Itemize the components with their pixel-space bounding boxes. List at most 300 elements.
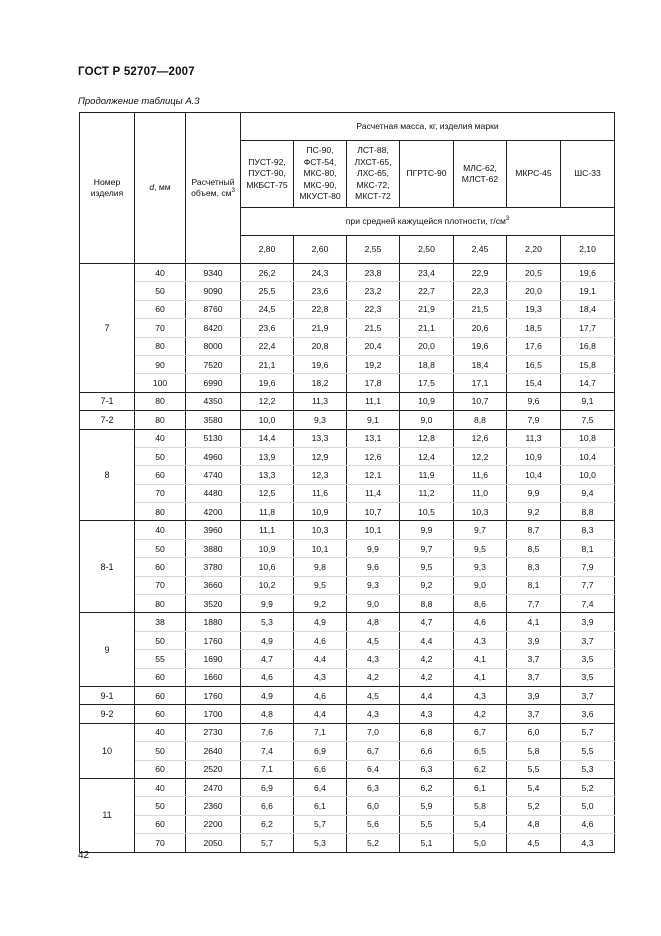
mass-cell: 21,5 bbox=[347, 319, 400, 337]
table-row bbox=[80, 355, 615, 373]
mass-cell: 23,4 bbox=[400, 264, 454, 282]
mass-cell: 6,1 bbox=[294, 797, 347, 815]
mass-cell: 25,5 bbox=[241, 282, 294, 300]
mass-cell: 9,3 bbox=[347, 576, 400, 594]
mass-cell: 10,6 bbox=[241, 558, 294, 576]
mass-cell: 13,3 bbox=[241, 466, 294, 484]
mass-cell: 10,7 bbox=[347, 503, 400, 521]
mass-cell: 10,4 bbox=[507, 466, 561, 484]
table-row bbox=[80, 319, 615, 337]
mass-cell: 17,8 bbox=[347, 374, 400, 392]
d-cell: 60 bbox=[135, 300, 186, 318]
table-row bbox=[80, 300, 615, 318]
mass-cell: 10,3 bbox=[454, 503, 507, 521]
volume-cell: 3660 bbox=[186, 576, 241, 594]
d-cell: 40 bbox=[135, 778, 186, 796]
mass-cell: 9,9 bbox=[241, 595, 294, 613]
mass-cell: 8,6 bbox=[454, 595, 507, 613]
d-cell: 60 bbox=[135, 705, 186, 723]
header-mass-title: Расчетная масса, кг, изделия марки bbox=[241, 113, 615, 141]
volume-cell: 1690 bbox=[186, 650, 241, 668]
mass-cell: 8,3 bbox=[561, 521, 615, 539]
mass-cell: 19,2 bbox=[347, 355, 400, 373]
mass-cell: 9,0 bbox=[400, 411, 454, 429]
header-brand: ПГРТС-90 bbox=[400, 141, 454, 208]
volume-cell: 1760 bbox=[186, 631, 241, 649]
volume-cell: 2730 bbox=[186, 723, 241, 741]
header-density-sup: 3 bbox=[505, 215, 510, 222]
mass-cell: 3,7 bbox=[507, 705, 561, 723]
mass-cell: 8,1 bbox=[561, 539, 615, 557]
mass-cell: 7,5 bbox=[561, 411, 615, 429]
header-brand: ЛСТ-88, ЛХСТ-65, ЛХС-65, МКС-72, МКСТ-72 bbox=[347, 141, 400, 208]
mass-cell: 7,1 bbox=[241, 760, 294, 778]
mass-cell: 8,8 bbox=[454, 411, 507, 429]
d-cell: 70 bbox=[135, 834, 186, 852]
mass-cell: 4,3 bbox=[347, 650, 400, 668]
item-number-cell: 7-2 bbox=[80, 411, 135, 429]
mass-cell: 12,6 bbox=[347, 447, 400, 465]
mass-cell: 8,3 bbox=[507, 558, 561, 576]
mass-cell: 4,4 bbox=[400, 686, 454, 704]
d-cell: 50 bbox=[135, 447, 186, 465]
page-number: 42 bbox=[78, 850, 90, 861]
mass-cell: 4,4 bbox=[294, 705, 347, 723]
mass-cell: 5,8 bbox=[507, 742, 561, 760]
mass-cell: 12,5 bbox=[241, 484, 294, 502]
d-cell: 40 bbox=[135, 723, 186, 741]
mass-cell: 11,1 bbox=[347, 392, 400, 410]
mass-cell: 17,1 bbox=[454, 374, 507, 392]
mass-cell: 11,9 bbox=[400, 466, 454, 484]
mass-cell: 10,7 bbox=[454, 392, 507, 410]
mass-cell: 19,6 bbox=[241, 374, 294, 392]
mass-cell: 9,9 bbox=[507, 484, 561, 502]
mass-cell: 9,1 bbox=[347, 411, 400, 429]
mass-cell: 7,9 bbox=[561, 558, 615, 576]
header-density-title bbox=[241, 208, 615, 236]
mass-cell: 6,7 bbox=[454, 723, 507, 741]
mass-cell: 8,5 bbox=[507, 539, 561, 557]
mass-cell: 4,6 bbox=[294, 686, 347, 704]
mass-cell: 5,2 bbox=[347, 834, 400, 852]
volume-cell: 1700 bbox=[186, 705, 241, 723]
mass-cell: 4,5 bbox=[347, 631, 400, 649]
volume-cell: 4960 bbox=[186, 447, 241, 465]
mass-cell: 4,8 bbox=[507, 815, 561, 833]
mass-cell: 11,2 bbox=[400, 484, 454, 502]
header-density: 2,55 bbox=[347, 236, 400, 264]
mass-cell: 13,1 bbox=[347, 429, 400, 447]
volume-cell: 4480 bbox=[186, 484, 241, 502]
mass-cell: 5,7 bbox=[241, 834, 294, 852]
mass-cell: 8,8 bbox=[561, 503, 615, 521]
mass-cell: 8,8 bbox=[400, 595, 454, 613]
table-row bbox=[80, 686, 615, 704]
mass-cell: 4,4 bbox=[294, 650, 347, 668]
mass-cell: 3,5 bbox=[561, 650, 615, 668]
mass-cell: 10,1 bbox=[347, 521, 400, 539]
mass-cell: 3,9 bbox=[507, 686, 561, 704]
mass-cell: 20,0 bbox=[400, 337, 454, 355]
volume-cell: 4740 bbox=[186, 466, 241, 484]
table-row bbox=[80, 558, 615, 576]
mass-cell: 18,2 bbox=[294, 374, 347, 392]
mass-cell: 10,5 bbox=[400, 503, 454, 521]
d-cell: 70 bbox=[135, 319, 186, 337]
mass-cell: 4,2 bbox=[454, 705, 507, 723]
mass-cell: 7,6 bbox=[241, 723, 294, 741]
mass-cell: 3,7 bbox=[561, 686, 615, 704]
mass-cell: 11,3 bbox=[294, 392, 347, 410]
volume-cell: 1660 bbox=[186, 668, 241, 686]
mass-cell: 7,7 bbox=[561, 576, 615, 594]
mass-cell: 9,9 bbox=[400, 521, 454, 539]
mass-cell: 5,4 bbox=[507, 778, 561, 796]
table-row bbox=[80, 668, 615, 686]
mass-cell: 9,2 bbox=[507, 503, 561, 521]
mass-cell: 10,9 bbox=[294, 503, 347, 521]
volume-cell: 1760 bbox=[186, 686, 241, 704]
table-row bbox=[80, 778, 615, 796]
mass-cell: 5,8 bbox=[454, 797, 507, 815]
header-brand: ШС-33 bbox=[561, 141, 615, 208]
mass-cell: 12,9 bbox=[294, 447, 347, 465]
volume-cell: 8420 bbox=[186, 319, 241, 337]
header-density: 2,45 bbox=[454, 236, 507, 264]
mass-cell: 3,5 bbox=[561, 668, 615, 686]
mass-cell: 8,1 bbox=[507, 576, 561, 594]
d-cell: 50 bbox=[135, 797, 186, 815]
mass-cell: 9,8 bbox=[294, 558, 347, 576]
table-row bbox=[80, 429, 615, 447]
mass-cell: 14,4 bbox=[241, 429, 294, 447]
mass-cell: 17,6 bbox=[507, 337, 561, 355]
header-density-text: при средней кажущейся плотности, г/см bbox=[345, 215, 506, 226]
d-cell: 50 bbox=[135, 631, 186, 649]
volume-cell: 6990 bbox=[186, 374, 241, 392]
mass-cell: 12,6 bbox=[454, 429, 507, 447]
mass-cell: 18,5 bbox=[507, 319, 561, 337]
mass-cell: 11,3 bbox=[507, 429, 561, 447]
mass-cell: 21,9 bbox=[294, 319, 347, 337]
mass-cell: 11,1 bbox=[241, 521, 294, 539]
mass-cell: 8,7 bbox=[507, 521, 561, 539]
mass-cell: 10,0 bbox=[561, 466, 615, 484]
mass-cell: 18,4 bbox=[454, 355, 507, 373]
mass-cell: 4,1 bbox=[454, 668, 507, 686]
mass-cell: 4,3 bbox=[454, 631, 507, 649]
mass-cell: 22,3 bbox=[347, 300, 400, 318]
volume-cell: 2470 bbox=[186, 778, 241, 796]
volume-cell: 3960 bbox=[186, 521, 241, 539]
d-cell: 60 bbox=[135, 760, 186, 778]
mass-cell: 4,8 bbox=[241, 705, 294, 723]
mass-cell: 12,1 bbox=[347, 466, 400, 484]
volume-cell: 2640 bbox=[186, 742, 241, 760]
mass-cell: 7,4 bbox=[241, 742, 294, 760]
mass-cell: 4,1 bbox=[454, 650, 507, 668]
header-d: d, мм bbox=[135, 113, 186, 264]
table-row bbox=[80, 521, 615, 539]
mass-cell: 3,9 bbox=[561, 613, 615, 631]
mass-cell: 13,3 bbox=[294, 429, 347, 447]
d-cell: 40 bbox=[135, 429, 186, 447]
mass-cell: 21,1 bbox=[241, 355, 294, 373]
item-number-cell: 9 bbox=[80, 613, 135, 687]
header-density: 2,20 bbox=[507, 236, 561, 264]
table-body bbox=[80, 264, 615, 853]
mass-cell: 23,6 bbox=[294, 282, 347, 300]
mass-cell: 9,6 bbox=[507, 392, 561, 410]
mass-cell: 5,2 bbox=[561, 778, 615, 796]
mass-cell: 6,9 bbox=[294, 742, 347, 760]
mass-table bbox=[79, 112, 615, 853]
header-brand: МКРС-45 bbox=[507, 141, 561, 208]
mass-cell: 11,6 bbox=[454, 466, 507, 484]
mass-cell: 11,8 bbox=[241, 503, 294, 521]
mass-cell: 5,5 bbox=[561, 742, 615, 760]
mass-cell: 20,4 bbox=[347, 337, 400, 355]
table-row bbox=[80, 613, 615, 631]
d-cell: 80 bbox=[135, 411, 186, 429]
mass-cell: 14,7 bbox=[561, 374, 615, 392]
table-row bbox=[80, 484, 615, 502]
header-density: 2,10 bbox=[561, 236, 615, 264]
mass-cell: 3,7 bbox=[507, 650, 561, 668]
mass-cell: 6,9 bbox=[241, 778, 294, 796]
mass-cell: 4,9 bbox=[294, 613, 347, 631]
mass-cell: 4,3 bbox=[347, 705, 400, 723]
table-row bbox=[80, 650, 615, 668]
item-number-cell: 8 bbox=[80, 429, 135, 521]
item-number-cell: 7-1 bbox=[80, 392, 135, 410]
mass-cell: 17,5 bbox=[400, 374, 454, 392]
table-caption: Продолжение таблицы А.3 bbox=[78, 96, 200, 107]
mass-cell: 10,2 bbox=[241, 576, 294, 594]
mass-cell: 4,3 bbox=[400, 705, 454, 723]
mass-cell: 9,5 bbox=[400, 558, 454, 576]
mass-cell: 21,1 bbox=[400, 319, 454, 337]
mass-cell: 6,6 bbox=[400, 742, 454, 760]
table-row bbox=[80, 815, 615, 833]
mass-cell: 22,7 bbox=[400, 282, 454, 300]
mass-cell: 19,6 bbox=[294, 355, 347, 373]
volume-cell: 9340 bbox=[186, 264, 241, 282]
mass-cell: 11,4 bbox=[347, 484, 400, 502]
mass-cell: 20,5 bbox=[507, 264, 561, 282]
mass-cell: 12,8 bbox=[400, 429, 454, 447]
header-volume bbox=[186, 113, 241, 264]
d-cell: 50 bbox=[135, 742, 186, 760]
mass-cell: 4,5 bbox=[507, 834, 561, 852]
mass-cell: 4,2 bbox=[400, 650, 454, 668]
volume-cell: 2200 bbox=[186, 815, 241, 833]
mass-cell: 6,6 bbox=[294, 760, 347, 778]
mass-cell: 5,7 bbox=[561, 723, 615, 741]
item-number-cell: 7 bbox=[80, 264, 135, 393]
volume-cell: 8000 bbox=[186, 337, 241, 355]
mass-cell: 5,5 bbox=[507, 760, 561, 778]
mass-cell: 6,3 bbox=[400, 760, 454, 778]
mass-cell: 12,3 bbox=[294, 466, 347, 484]
d-cell: 60 bbox=[135, 668, 186, 686]
mass-cell: 3,7 bbox=[561, 631, 615, 649]
mass-cell: 6,4 bbox=[347, 760, 400, 778]
table-row bbox=[80, 392, 615, 410]
d-cell: 60 bbox=[135, 466, 186, 484]
mass-cell: 7,1 bbox=[294, 723, 347, 741]
volume-cell: 2360 bbox=[186, 797, 241, 815]
mass-cell: 23,8 bbox=[347, 264, 400, 282]
mass-cell: 5,5 bbox=[400, 815, 454, 833]
mass-cell: 6,8 bbox=[400, 723, 454, 741]
mass-cell: 19,3 bbox=[507, 300, 561, 318]
mass-cell: 18,8 bbox=[400, 355, 454, 373]
mass-cell: 6,7 bbox=[347, 742, 400, 760]
mass-cell: 4,9 bbox=[241, 686, 294, 704]
volume-cell: 7520 bbox=[186, 355, 241, 373]
mass-cell: 19,6 bbox=[561, 264, 615, 282]
mass-cell: 4,6 bbox=[241, 668, 294, 686]
mass-cell: 10,9 bbox=[400, 392, 454, 410]
volume-cell: 3780 bbox=[186, 558, 241, 576]
mass-cell: 9,3 bbox=[454, 558, 507, 576]
mass-cell: 20,0 bbox=[507, 282, 561, 300]
mass-cell: 10,3 bbox=[294, 521, 347, 539]
mass-cell: 9,5 bbox=[454, 539, 507, 557]
mass-cell: 15,4 bbox=[507, 374, 561, 392]
mass-cell: 4,5 bbox=[347, 686, 400, 704]
mass-cell: 6,2 bbox=[241, 815, 294, 833]
mass-cell: 6,5 bbox=[454, 742, 507, 760]
mass-cell: 6,0 bbox=[507, 723, 561, 741]
mass-cell: 9,7 bbox=[454, 521, 507, 539]
mass-cell: 22,9 bbox=[454, 264, 507, 282]
volume-cell: 4200 bbox=[186, 503, 241, 521]
header-d-text: , мм bbox=[154, 182, 171, 193]
mass-cell: 10,8 bbox=[561, 429, 615, 447]
mass-cell: 19,6 bbox=[454, 337, 507, 355]
mass-cell: 4,3 bbox=[294, 668, 347, 686]
mass-cell: 4,6 bbox=[454, 613, 507, 631]
d-cell: 80 bbox=[135, 337, 186, 355]
mass-cell: 11,0 bbox=[454, 484, 507, 502]
mass-cell: 20,8 bbox=[294, 337, 347, 355]
mass-cell: 9,3 bbox=[294, 411, 347, 429]
d-cell: 60 bbox=[135, 558, 186, 576]
table-row bbox=[80, 576, 615, 594]
item-number-cell: 11 bbox=[80, 778, 135, 852]
mass-cell: 5,3 bbox=[294, 834, 347, 852]
header-density: 2,80 bbox=[241, 236, 294, 264]
mass-cell: 5,4 bbox=[454, 815, 507, 833]
table-row bbox=[80, 631, 615, 649]
table-row bbox=[80, 374, 615, 392]
mass-cell: 22,8 bbox=[294, 300, 347, 318]
mass-cell: 7,7 bbox=[507, 595, 561, 613]
d-cell: 38 bbox=[135, 613, 186, 631]
mass-cell: 4,3 bbox=[454, 686, 507, 704]
mass-cell: 6,2 bbox=[400, 778, 454, 796]
mass-cell: 9,5 bbox=[294, 576, 347, 594]
item-number-cell: 9-2 bbox=[80, 705, 135, 723]
d-cell: 70 bbox=[135, 576, 186, 594]
header-density: 2,50 bbox=[400, 236, 454, 264]
mass-cell: 4,3 bbox=[561, 834, 615, 852]
volume-cell: 3520 bbox=[186, 595, 241, 613]
item-number-cell: 9-1 bbox=[80, 686, 135, 704]
mass-cell: 10,9 bbox=[241, 539, 294, 557]
mass-cell: 5,0 bbox=[561, 797, 615, 815]
d-cell: 80 bbox=[135, 595, 186, 613]
mass-cell: 15,8 bbox=[561, 355, 615, 373]
mass-cell: 7,9 bbox=[507, 411, 561, 429]
mass-cell: 12,2 bbox=[241, 392, 294, 410]
mass-cell: 9,2 bbox=[294, 595, 347, 613]
d-cell: 70 bbox=[135, 484, 186, 502]
header-density: 2,60 bbox=[294, 236, 347, 264]
mass-cell: 4,6 bbox=[561, 815, 615, 833]
mass-cell: 16,8 bbox=[561, 337, 615, 355]
volume-cell: 3880 bbox=[186, 539, 241, 557]
mass-cell: 5,7 bbox=[294, 815, 347, 833]
mass-cell: 4,4 bbox=[400, 631, 454, 649]
d-cell: 80 bbox=[135, 392, 186, 410]
mass-cell: 9,0 bbox=[347, 595, 400, 613]
mass-cell: 9,9 bbox=[347, 539, 400, 557]
table-row bbox=[80, 466, 615, 484]
table-row bbox=[80, 503, 615, 521]
mass-cell: 9,7 bbox=[400, 539, 454, 557]
mass-cell: 9,6 bbox=[347, 558, 400, 576]
mass-cell: 5,9 bbox=[400, 797, 454, 815]
d-cell: 60 bbox=[135, 815, 186, 833]
mass-cell: 4,7 bbox=[400, 613, 454, 631]
mass-cell: 4,9 bbox=[241, 631, 294, 649]
header-item-number: Номер изделия bbox=[80, 113, 135, 264]
d-cell: 50 bbox=[135, 282, 186, 300]
table-row bbox=[80, 705, 615, 723]
mass-cell: 5,2 bbox=[507, 797, 561, 815]
mass-cell: 5,3 bbox=[241, 613, 294, 631]
d-cell: 90 bbox=[135, 355, 186, 373]
mass-cell: 9,0 bbox=[454, 576, 507, 594]
mass-cell: 4,7 bbox=[241, 650, 294, 668]
header-volume-text: Расчетный объем, см bbox=[191, 176, 235, 198]
table-row bbox=[80, 282, 615, 300]
mass-cell: 9,1 bbox=[561, 392, 615, 410]
header-brand: МЛС-62, МЛСТ-62 bbox=[454, 141, 507, 208]
mass-cell: 3,6 bbox=[561, 705, 615, 723]
table-row bbox=[80, 264, 615, 282]
mass-cell: 23,2 bbox=[347, 282, 400, 300]
volume-cell: 5130 bbox=[186, 429, 241, 447]
table-row bbox=[80, 834, 615, 852]
document-header: ГОСТ Р 52707—2007 bbox=[78, 66, 195, 78]
mass-cell: 10,0 bbox=[241, 411, 294, 429]
mass-cell: 10,4 bbox=[561, 447, 615, 465]
mass-cell: 11,6 bbox=[294, 484, 347, 502]
mass-cell: 19,1 bbox=[561, 282, 615, 300]
mass-cell: 4,1 bbox=[507, 613, 561, 631]
d-cell: 55 bbox=[135, 650, 186, 668]
mass-cell: 4,2 bbox=[400, 668, 454, 686]
mass-cell: 18,4 bbox=[561, 300, 615, 318]
volume-cell: 2050 bbox=[186, 834, 241, 852]
mass-cell: 13,9 bbox=[241, 447, 294, 465]
volume-cell: 3580 bbox=[186, 411, 241, 429]
